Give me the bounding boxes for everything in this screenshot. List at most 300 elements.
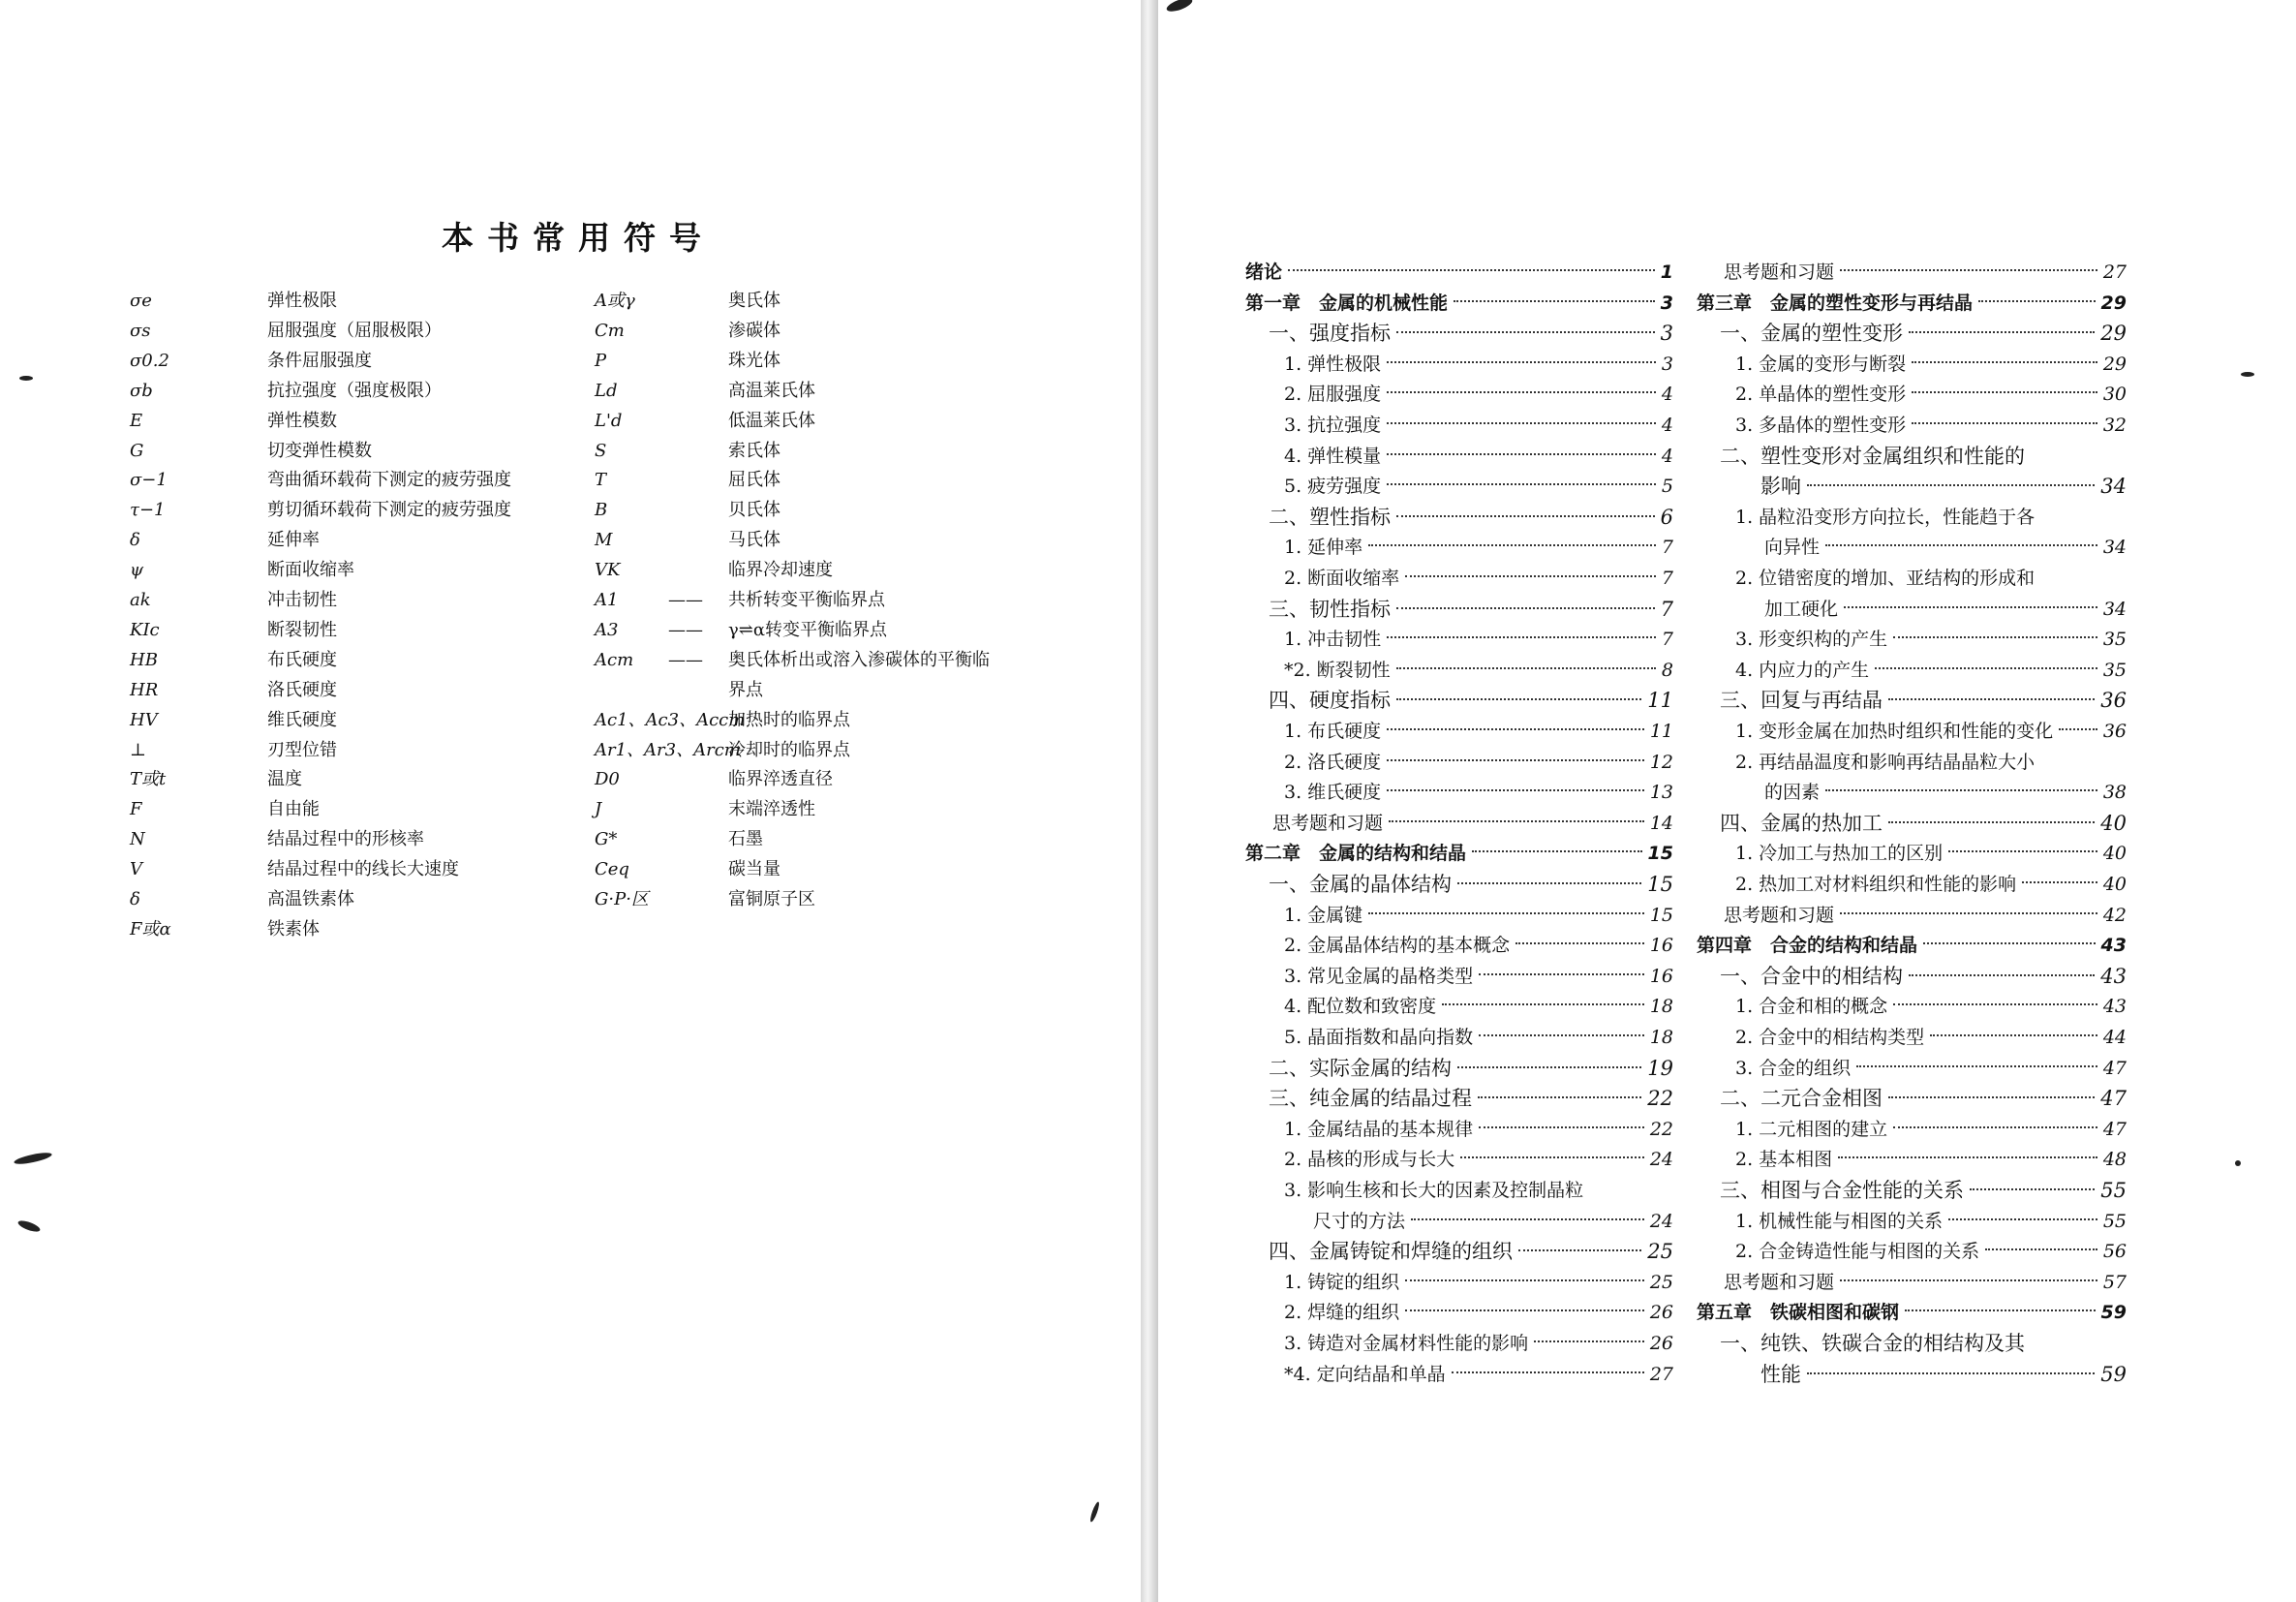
toc-page-number: 27 (2102, 262, 2127, 283)
symbol: S (595, 440, 607, 461)
toc-page-number: 16 (1649, 935, 1673, 957)
toc-item[interactable] (1735, 1207, 2127, 1236)
symbol-definition: 弹性模数 (267, 410, 337, 431)
contents-page (1158, 0, 2296, 1602)
toc-label: 1. 晶粒沿变形方向拉长，性能趋于各 (1735, 506, 2036, 528)
symbol: δ (130, 889, 140, 909)
toc-label: 一、纯铁、铁碳合金的相结构及其 (1720, 1332, 2025, 1355)
toc-item[interactable] (1284, 1115, 1673, 1144)
toc-page-number: 47 (2100, 1087, 2127, 1111)
dot-leader (1807, 1372, 2095, 1374)
toc-label: 2. 合金中的相结构类型 (1735, 1027, 1925, 1048)
toc-label: 第二章 金属的结构和结晶 (1245, 843, 1467, 865)
toc-page-number: 1 (1660, 262, 1673, 283)
symbol-definition: 索氏体 (728, 440, 781, 461)
symbol-row (0, 825, 1141, 854)
toc-label: 3. 铸造对金属材料性能的影响 (1284, 1333, 1529, 1354)
toc-label: 4. 配位数和致密度 (1284, 996, 1437, 1018)
toc-item[interactable] (1764, 778, 2127, 807)
toc-page-number: 40 (2100, 811, 2127, 835)
symbol: σb (130, 380, 153, 401)
toc-section[interactable] (1269, 503, 1673, 532)
symbol: Ac1、Ac3、Accm (595, 709, 746, 730)
toc-page-number: 7 (1661, 629, 1673, 651)
toc-label: 2. 再结晶温度和影响再结晶晶粒大小 (1735, 751, 2036, 773)
toc-chapter[interactable] (1245, 839, 1673, 868)
toc-section[interactable] (1269, 1054, 1673, 1083)
toc-item[interactable] (1284, 533, 1673, 562)
symbol: HV (130, 709, 158, 730)
dot-leader (1452, 1371, 1644, 1373)
symbol-definition: 温度 (267, 769, 302, 790)
symbol: Cm (595, 320, 625, 341)
dot-leader (1912, 422, 2097, 424)
dot-leader (1948, 850, 2097, 852)
dot-leader (1893, 1003, 2097, 1005)
symbols-page (0, 0, 1141, 1602)
symbol-definition: 铁素体 (267, 918, 320, 940)
toc-item[interactable] (1735, 625, 2127, 654)
toc-page-number: 47 (2102, 1057, 2127, 1079)
symbol: F或α (130, 918, 171, 940)
symbol-definition: 冷却时的临界点 (728, 739, 850, 760)
toc-label: 1. 冷加工与热加工的区别 (1735, 843, 1944, 865)
toc-exercise[interactable] (1724, 258, 2127, 287)
toc-page-number: 47 (2102, 1118, 2127, 1140)
toc-item[interactable] (1735, 380, 2127, 409)
toc-item[interactable] (1284, 1268, 1673, 1297)
symbol-definition: 自由能 (267, 799, 320, 820)
toc-page-number: 48 (2102, 1149, 2127, 1171)
dot-leader (1905, 1309, 2096, 1311)
dot-leader (1888, 698, 2095, 700)
dot-leader (1888, 1096, 2095, 1098)
toc-chapter[interactable] (1245, 258, 1673, 287)
toc-item[interactable] (1284, 472, 1673, 501)
toc-page-number: 40 (2102, 874, 2127, 895)
symbol-row (0, 377, 1141, 406)
dot-leader (1405, 1279, 1644, 1281)
scan-mark (2235, 1160, 2241, 1166)
symbol-definition: 剪切循环载荷下测定的疲劳强度 (267, 500, 511, 521)
toc-item[interactable] (1284, 1329, 1673, 1358)
toc-page-number: 24 (1649, 1210, 1673, 1232)
dot-leader (1405, 1309, 1644, 1311)
toc-item[interactable] (1284, 564, 1673, 593)
toc-chapter[interactable] (1245, 289, 1673, 318)
toc-item[interactable] (1284, 1298, 1673, 1327)
toc-item[interactable] (1735, 870, 2127, 899)
toc-item[interactable] (1284, 962, 1673, 991)
dot-leader (1923, 942, 2096, 944)
toc-label: 1. 变形金属在加热时组织和性能的变化 (1735, 721, 2054, 742)
toc-section[interactable] (1269, 1237, 1673, 1266)
toc-item[interactable] (1764, 595, 2127, 624)
toc-label: 2. 焊缝的组织 (1284, 1302, 1400, 1324)
toc-item[interactable] (1735, 1115, 2127, 1144)
toc-item[interactable] (1284, 442, 1673, 471)
toc-page-number: 12 (1649, 751, 1673, 773)
toc-label: 3. 形变织构的产生 (1735, 629, 1888, 651)
dot-leader (1518, 1249, 1641, 1251)
toc-page-number: 4 (1661, 384, 1673, 406)
toc-item[interactable] (1735, 564, 2127, 593)
dot-leader (1387, 391, 1656, 393)
dot-leader (1893, 636, 2097, 638)
symbol-definition: 切变弹性模数 (267, 440, 372, 461)
dot-leader (1387, 789, 1644, 791)
toc-item[interactable] (1735, 350, 2127, 379)
toc-page-number: 15 (1647, 873, 1673, 896)
symbol-definition: 布氏硬度 (267, 649, 337, 670)
toc-section[interactable] (1720, 809, 2127, 838)
symbol-row (0, 676, 1141, 705)
symbol: KIc (130, 619, 160, 640)
toc-page-number: 34 (2100, 475, 2127, 499)
toc-item[interactable] (1735, 503, 2127, 532)
toc-page-number: 4 (1661, 415, 1673, 436)
symbol-definition: 马氏体 (728, 530, 781, 551)
symbol-definition: 渗碳体 (728, 320, 781, 341)
toc-page-number: 18 (1649, 1027, 1673, 1048)
symbol: P (595, 350, 607, 371)
toc-label: 1. 弹性极限 (1284, 353, 1382, 375)
symbol: Ld (595, 380, 618, 401)
symbol-definition: 断面收缩率 (267, 560, 354, 581)
toc-label: 二、塑性指标 (1269, 505, 1391, 529)
toc-item[interactable] (1735, 748, 2127, 777)
toc-page-number: 7 (1661, 568, 1673, 589)
dot-leader (1912, 361, 2097, 363)
toc-label: 二、实际金属的结构 (1269, 1056, 1452, 1080)
toc-item[interactable] (1284, 625, 1673, 654)
symbol-row (0, 915, 1141, 944)
toc-section[interactable] (1269, 595, 1673, 624)
toc-exercise[interactable] (1724, 901, 2127, 930)
toc-label: 1. 金属的变形与断裂 (1735, 353, 1907, 375)
toc-item[interactable] (1284, 931, 1673, 960)
symbol-row (0, 736, 1141, 765)
symbol-row (0, 765, 1141, 794)
symbol-definition: 延伸率 (267, 530, 320, 551)
toc-label: 1. 金属键 (1284, 904, 1363, 926)
toc-page-number: 36 (2100, 689, 2127, 713)
toc-label: 的因素 (1764, 782, 1821, 804)
symbol: σ0.2 (130, 350, 169, 371)
toc-label: 第一章 金属的机械性能 (1245, 292, 1449, 314)
dot-leader (1396, 698, 1641, 700)
symbol: A1 (595, 590, 619, 610)
symbol: ψ (130, 560, 144, 581)
symbol: Ceq (595, 859, 629, 880)
toc-page-number: 35 (2102, 629, 2127, 651)
dot-leader (2059, 728, 2097, 730)
toc-item[interactable] (1735, 411, 2127, 440)
toc-item[interactable] (1735, 992, 2127, 1021)
symbol: L'd (595, 410, 623, 431)
toc-item[interactable] (1735, 656, 2127, 685)
symbol: E (130, 410, 143, 431)
symbol: B (595, 500, 608, 521)
toc-item[interactable] (1284, 901, 1673, 930)
symbol-definition: 弯曲循环载荷下测定的疲劳强度 (267, 470, 511, 491)
dot-leader (1978, 300, 2096, 302)
symbol-dash: —— (668, 590, 703, 610)
toc-page-number: 44 (2102, 1027, 2127, 1048)
dot-leader (1912, 391, 2097, 393)
toc-label: 2. 基本相图 (1735, 1149, 1833, 1171)
toc-page-number: 27 (1649, 1363, 1673, 1385)
toc-label: 2. 洛氏硬度 (1284, 751, 1382, 773)
dot-leader (1387, 422, 1656, 424)
toc-label: 尺寸的方法 (1313, 1210, 1406, 1232)
toc-label: 三、韧性指标 (1269, 597, 1391, 621)
toc-label: 5. 晶面指数和晶向指数 (1284, 1027, 1474, 1048)
toc-page-number: 6 (1660, 505, 1673, 529)
symbol-row (0, 556, 1141, 585)
toc-label: 2. 金属晶体结构的基本概念 (1284, 935, 1511, 957)
symbol-definition: 高温莱氏体 (728, 380, 815, 401)
symbol: M (595, 530, 613, 551)
toc-page-number: 59 (2100, 1362, 2127, 1386)
toc-item[interactable] (1764, 533, 2127, 562)
symbol: Ar1、Ar3、Arcm (595, 739, 741, 760)
scan-mark (2241, 372, 2254, 377)
toc-label: 2. 屈服强度 (1284, 384, 1382, 406)
toc-label: 4. 内应力的产生 (1735, 659, 1870, 681)
toc-label: 1. 铸锭的组织 (1284, 1271, 1400, 1293)
symbol: ak (130, 590, 151, 610)
toc-label: 第四章 合金的结构和结晶 (1697, 935, 1918, 957)
toc-page-number: 59 (2100, 1302, 2127, 1324)
dot-leader (1825, 789, 2097, 791)
book-gutter (1141, 0, 1158, 1602)
toc-item[interactable] (1284, 411, 1673, 440)
symbol-definition: 贝氏体 (728, 500, 781, 521)
symbol: σs (130, 320, 151, 341)
toc-section[interactable] (1760, 1360, 2127, 1389)
toc-item[interactable] (1735, 1237, 2127, 1266)
toc-item[interactable] (1735, 839, 2127, 868)
symbol-definition: 弹性极限 (267, 291, 337, 311)
toc-label: 5. 疲劳强度 (1284, 476, 1382, 498)
symbol: F (130, 799, 142, 820)
symbol-definition: 临界淬透直径 (728, 769, 833, 790)
toc-section[interactable] (1269, 1084, 1673, 1113)
symbol: V (130, 859, 142, 880)
toc-page-number: 3 (1660, 292, 1673, 314)
symbol-definition: 断裂韧性 (267, 619, 337, 640)
toc-page-number: 38 (2102, 782, 2127, 804)
toc-section[interactable] (1720, 686, 2127, 715)
toc-label: 1. 金属结晶的基本规律 (1284, 1118, 1474, 1140)
symbol: τ−1 (130, 500, 166, 521)
dot-leader (2022, 881, 2097, 883)
toc-page-number: 56 (2102, 1241, 2127, 1263)
dot-leader (1387, 361, 1656, 363)
symbol-row (0, 287, 1141, 316)
toc-label: 2. 晶核的形成与长大 (1284, 1149, 1455, 1171)
toc-chapter[interactable] (1697, 289, 2127, 318)
symbol-definition: 高温铁素体 (267, 889, 354, 909)
toc-label: 思考题和习题 (1724, 262, 1835, 283)
toc-item[interactable] (1284, 717, 1673, 746)
dot-leader (1840, 912, 2097, 914)
symbol-definition: 抗拉强度（强度极限） (267, 380, 442, 401)
toc-section[interactable] (1720, 1329, 2127, 1358)
dot-leader (1893, 1126, 2097, 1128)
dot-leader (1479, 1034, 1644, 1036)
dot-leader (1534, 1340, 1644, 1342)
symbol-row (0, 317, 1141, 346)
toc-label: 3. 合金的组织 (1735, 1057, 1852, 1079)
symbol-definition: 屈服强度（屈服极限） (267, 320, 442, 341)
toc-page-number: 5 (1661, 476, 1673, 498)
toc-page-number: 35 (2102, 659, 2127, 681)
symbol-row (0, 646, 1141, 675)
toc-item[interactable] (1735, 1054, 2127, 1083)
dot-leader (1368, 912, 1644, 914)
symbol: σe (130, 291, 152, 311)
toc-label: 2. 位错密度的增加、亚结构的形成和 (1735, 568, 2036, 589)
toc-page-number: 30 (2102, 384, 2127, 406)
symbol-row (0, 795, 1141, 824)
dot-leader (1387, 636, 1656, 638)
symbol-definition: 奥氏体 (728, 291, 781, 311)
toc-section[interactable] (1269, 870, 1673, 899)
toc-section[interactable] (1720, 962, 2127, 991)
dot-leader (1368, 544, 1656, 546)
symbol-definition: γ⇌α转变平衡临界点 (728, 619, 887, 640)
toc-section[interactable] (1269, 319, 1673, 348)
dot-leader (1387, 759, 1644, 761)
symbol: δ (130, 530, 140, 551)
toc-section[interactable] (1720, 1176, 2127, 1205)
toc-chapter[interactable] (1697, 1298, 2127, 1327)
toc-item[interactable] (1284, 1145, 1673, 1174)
dot-leader (1479, 1126, 1644, 1128)
symbol: T或t (130, 769, 167, 790)
symbol: A或γ (595, 291, 635, 311)
toc-label: 绪论 (1245, 262, 1283, 283)
toc-item[interactable] (1735, 1023, 2127, 1052)
toc-section[interactable] (1720, 442, 2127, 471)
toc-item[interactable] (1284, 748, 1673, 777)
dot-leader (1442, 1003, 1644, 1005)
dot-leader (1396, 515, 1655, 517)
toc-page-number: 11 (1647, 689, 1673, 713)
toc-label: 四、金属的热加工 (1720, 811, 1883, 835)
dot-leader (1909, 331, 2095, 333)
toc-label: 思考题和习题 (1724, 904, 1835, 926)
toc-exercise[interactable] (1724, 1268, 2127, 1297)
toc-label: 思考题和习题 (1724, 1271, 1835, 1293)
toc-item[interactable] (1284, 656, 1673, 685)
toc-page-number: 29 (2100, 292, 2127, 314)
toc-label: 1. 冲击韧性 (1284, 629, 1382, 651)
toc-exercise[interactable] (1272, 809, 1673, 838)
symbol: T (595, 470, 607, 491)
toc-page-number: 7 (1660, 597, 1673, 621)
dot-leader (1875, 667, 2097, 669)
toc-page-number: 4 (1661, 445, 1673, 467)
toc-chapter[interactable] (1697, 931, 2127, 960)
toc-item[interactable] (1284, 778, 1673, 807)
dot-leader (1844, 606, 2097, 608)
dot-leader (1807, 484, 2095, 486)
dot-leader (1396, 331, 1655, 333)
symbol: HB (130, 649, 158, 670)
toc-label: 3. 维氏硬度 (1284, 782, 1382, 804)
dot-leader (1825, 544, 2097, 546)
toc-label: 加工硬化 (1764, 598, 1839, 620)
symbol-row (0, 706, 1141, 735)
toc-item[interactable] (1284, 1360, 1673, 1389)
toc-page-number: 55 (2102, 1210, 2127, 1232)
toc-item[interactable] (1313, 1207, 1673, 1236)
toc-label: 一、金属的晶体结构 (1269, 873, 1452, 896)
symbol-definition: 冲击韧性 (267, 590, 337, 610)
scan-mark (1088, 1501, 1100, 1523)
toc-label: 1. 合金和相的概念 (1735, 996, 1888, 1018)
toc-item[interactable] (1735, 717, 2127, 746)
toc-section[interactable] (1720, 1084, 2127, 1113)
toc-section[interactable] (1760, 472, 2127, 501)
symbol-dash: —— (668, 649, 703, 670)
symbol-definition: 结晶过程中的形核率 (267, 829, 424, 850)
toc-section[interactable] (1720, 319, 2127, 348)
toc-page-number: 43 (2102, 996, 2127, 1018)
toc-label: 2. 单晶体的塑性变形 (1735, 384, 1907, 406)
symbol-row (0, 855, 1141, 884)
toc-page-number: 8 (1661, 659, 1673, 681)
symbol: G* (595, 829, 618, 850)
dot-leader (1840, 269, 2097, 271)
toc-page-number: 14 (1649, 812, 1673, 834)
toc-label: 第三章 金属的塑性变形与再结晶 (1697, 292, 1974, 314)
toc-label: *4. 定向结晶和单晶 (1284, 1363, 1446, 1385)
toc-page-number: 13 (1649, 782, 1673, 804)
dot-leader (1856, 1065, 2097, 1067)
toc-page-number: 15 (1649, 904, 1673, 926)
toc-item[interactable] (1735, 1145, 2127, 1174)
toc-label: 三、纯金属的结晶过程 (1269, 1087, 1472, 1111)
toc-page-number: 36 (2102, 721, 2127, 742)
toc-page-number: 22 (1647, 1087, 1673, 1111)
toc-page-number: 25 (1647, 1240, 1673, 1264)
symbol: Acm (595, 649, 634, 670)
toc-item[interactable] (1284, 1176, 1673, 1205)
toc-section[interactable] (1269, 686, 1673, 715)
dot-leader (1396, 667, 1656, 669)
symbol-row (0, 586, 1141, 615)
dot-leader (1478, 1096, 1641, 1098)
symbol-definition: 屈氏体 (728, 470, 781, 491)
symbol-definition: 洛氏硬度 (267, 679, 337, 700)
toc-item[interactable] (1284, 380, 1673, 409)
toc-label: 2. 热加工对材料组织和性能的影响 (1735, 874, 2017, 895)
toc-item[interactable] (1284, 992, 1673, 1021)
toc-page-number: 26 (1649, 1333, 1673, 1354)
toc-label: 1. 布氏硬度 (1284, 721, 1382, 742)
toc-page-number: 24 (1649, 1149, 1673, 1171)
toc-item[interactable] (1284, 1023, 1673, 1052)
dot-leader (1930, 1034, 2097, 1036)
scan-mark (1165, 0, 1194, 14)
symbol-row (0, 437, 1141, 466)
symbol-definition: 奥氏体析出或溶入渗碳体的平衡临 (728, 649, 990, 670)
toc-item[interactable] (1284, 350, 1673, 379)
